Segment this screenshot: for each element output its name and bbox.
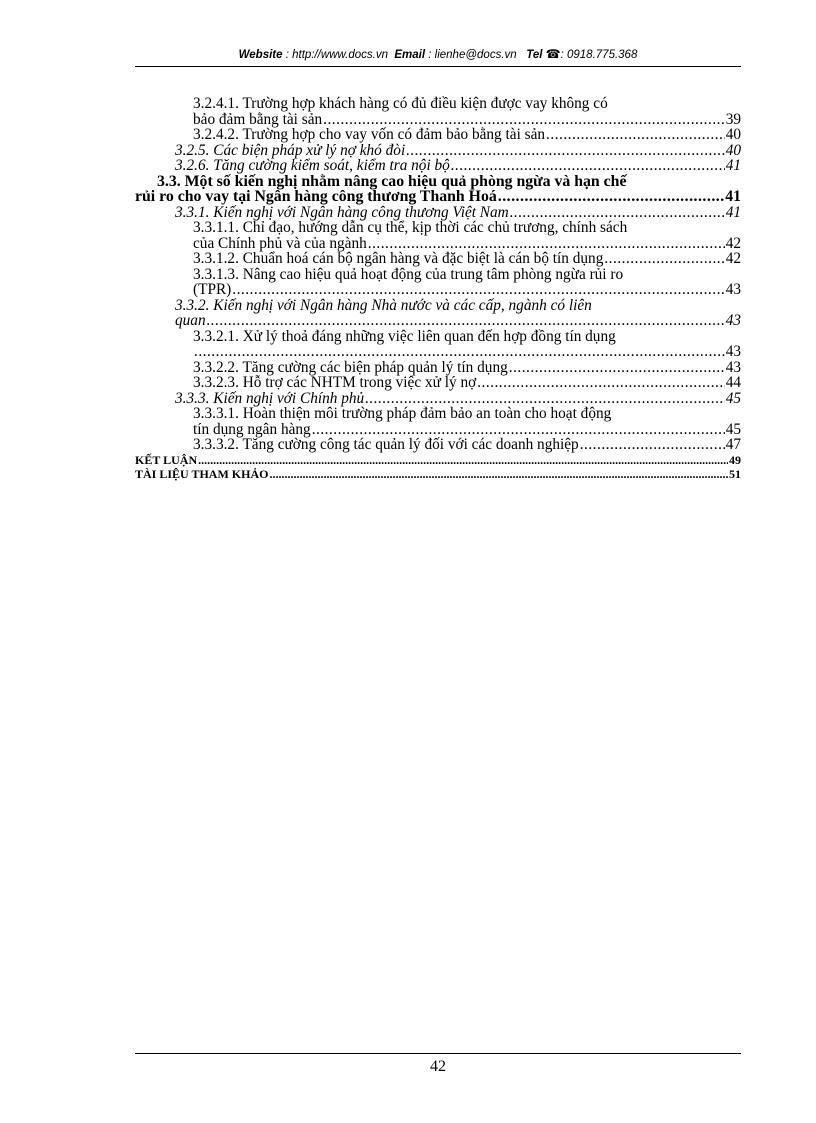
page-header [135,46,741,63]
toc-entry-title: 3.3.1. Kiến nghị với Ngân hàng công thương Việt Nam [175,203,509,221]
toc-entry-3-3-3 [135,391,741,407]
toc-page-number: 41 [725,203,741,221]
toc-leader [477,375,725,391]
toc-entry-3-2-6 [135,158,741,174]
website-label: Website [238,49,283,61]
toc-page-number: 43 [725,358,741,376]
table-of-contents [135,96,741,481]
toc-page-number: 45 [725,420,741,438]
toc-entry-title-cont: bảo đảm bằng tài sản [193,110,323,128]
toc-entry-3-3-1 [135,205,741,221]
page-number: 42 [430,1058,446,1075]
toc-entry-ket-luan [135,453,741,467]
toc-page-number: 40 [725,141,741,159]
toc-entry-title: 3.2.4.1. Trường hợp khách hàng có đủ điều kiện được vay không có [193,95,608,112]
toc-entry-title: 3.3.2.2. Tăng cường các biện pháp quản lý tín dụng [193,358,508,376]
tel-value: : 0918.775.368 [560,49,638,61]
toc-entry-3-3-2 [135,298,741,329]
toc-entry-3-3-1-3 [135,267,741,298]
toc-entry-3-3-3-1 [135,406,741,437]
toc-entry-title: 3.3.2.3. Hỗ trợ các NHTM trong việc xử lý nợ [193,374,477,391]
toc-entry-3-3-1-1 [135,220,741,251]
toc-leader [198,453,728,467]
toc-leader [510,205,725,221]
toc-entry-3-3-2-2 [135,360,741,376]
toc-entry-title: 3.2.6. Tăng cường kiểm soát, kiểm tra nội bộ [175,157,450,174]
toc-page-number: 41 [725,188,741,205]
toc-entry-3-2-5 [135,143,741,159]
toc-leader [604,251,724,267]
email-value: : lienhe@docs.vn [428,49,517,61]
toc-entry-title: 3.3.3.1. Hoàn thiện môi trường pháp đảm bảo an toàn cho hoạt động [193,405,612,422]
toc-page-number: 39 [725,110,741,128]
toc-entry-title: 3.3.2. Kiến nghị với Ngân hàng Nhà nước và các cấp, ngành có liên [175,296,592,314]
toc-entry-title: TÀI LIỆU THAM KHẢO [135,466,269,481]
toc-leader [406,143,725,159]
phone-icon: ☎ [545,47,561,61]
toc-page-number: 42 [725,234,741,252]
toc-leader [368,236,725,252]
toc-entry-title: 3.3.1.1. Chỉ đạo, hướng dẫn cụ thể, kịp thời các chủ trương, chính sách [193,219,628,236]
toc-entry-title: 3.3.2.1. Xử lý thoả đáng những việc liên quan đến hợp đồng tín dụng [193,327,616,345]
tel-label: Tel [526,49,543,61]
toc-entry-title: 3.2.5. Các biện pháp xử lý nợ khó đòi [175,141,406,159]
toc-page-number: 49 [729,452,741,467]
toc-entry-tai-lieu-tham-khao [135,467,741,481]
toc-leader [194,344,725,360]
toc-entry-title: 3.3.1.2. Chuẩn hoá cán bộ ngân hàng và đặc biệt là cán bộ tín dụng [193,250,604,267]
toc-entry-title: 3.3.3.2. Tăng cường công tác quản lý đối với các doanh nghiệp [193,436,579,453]
toc-page-number: 42 [725,250,741,267]
toc-leader [546,127,725,143]
toc-entry-3-3-2-3 [135,375,741,391]
toc-entry-title-cont: tín dụng ngân hàng [193,420,311,438]
toc-page-number: 47 [725,436,741,453]
toc-entry-3-3-3-2 [135,437,741,453]
toc-entry-title-cont: quan [175,312,206,329]
toc-entry-3-2-4-1 [135,96,741,127]
toc-entry-title-cont: của Chính phủ và của ngành [193,234,367,252]
toc-leader [323,112,725,128]
toc-page-number: 51 [729,466,741,481]
toc-page-number: 43 [725,343,741,360]
toc-entry-title: 3.3. Một số kiến nghị nhằm nâng cao hiệu quả phòng ngừa và hạn chế [157,172,627,190]
toc-entry-title: 3.3.1.3. Nâng cao hiệu quả hoạt động của trung tâm phòng ngừa rủi ro [193,265,624,283]
toc-page-number: 43 [725,312,741,329]
toc-entry-3-3 [135,174,741,205]
toc-page-number: 45 [725,389,741,407]
toc-leader [498,189,724,205]
toc-entry-title: 3.2.4.2. Trường hợp cho vay vốn có đảm bảo bằng tài sản [193,126,546,143]
toc-entry-3-3-1-2 [135,251,741,267]
toc-entry-3-3-2-1 [135,329,741,360]
footer-rule [135,1053,741,1054]
toc-leader [451,158,725,174]
toc-page-number: 43 [725,281,741,298]
toc-leader [509,360,725,376]
toc-page-number: 44 [725,374,741,391]
toc-page-number: 41 [725,157,741,174]
toc-leader [207,313,725,329]
toc-page-number: 40 [725,126,741,143]
toc-leader [365,391,725,407]
website-url: : http://www.docs.vn [285,49,388,61]
toc-entry-title: 3.3.3. Kiến nghị với Chính phủ [175,389,365,407]
toc-leader [580,437,725,453]
email-label: Email [394,49,426,61]
toc-leader [269,467,728,481]
toc-entry-title-cont: rủi ro cho vay tại Ngân hàng công thương Thanh Hoá [135,188,497,205]
toc-entry-title-cont: (TPR) [193,281,232,298]
header-rule [135,66,741,67]
toc-leader [312,422,725,438]
toc-entry-title: KẾT LUẬN [135,452,198,467]
toc-entry-3-2-4-2 [135,127,741,143]
toc-leader [232,282,724,298]
